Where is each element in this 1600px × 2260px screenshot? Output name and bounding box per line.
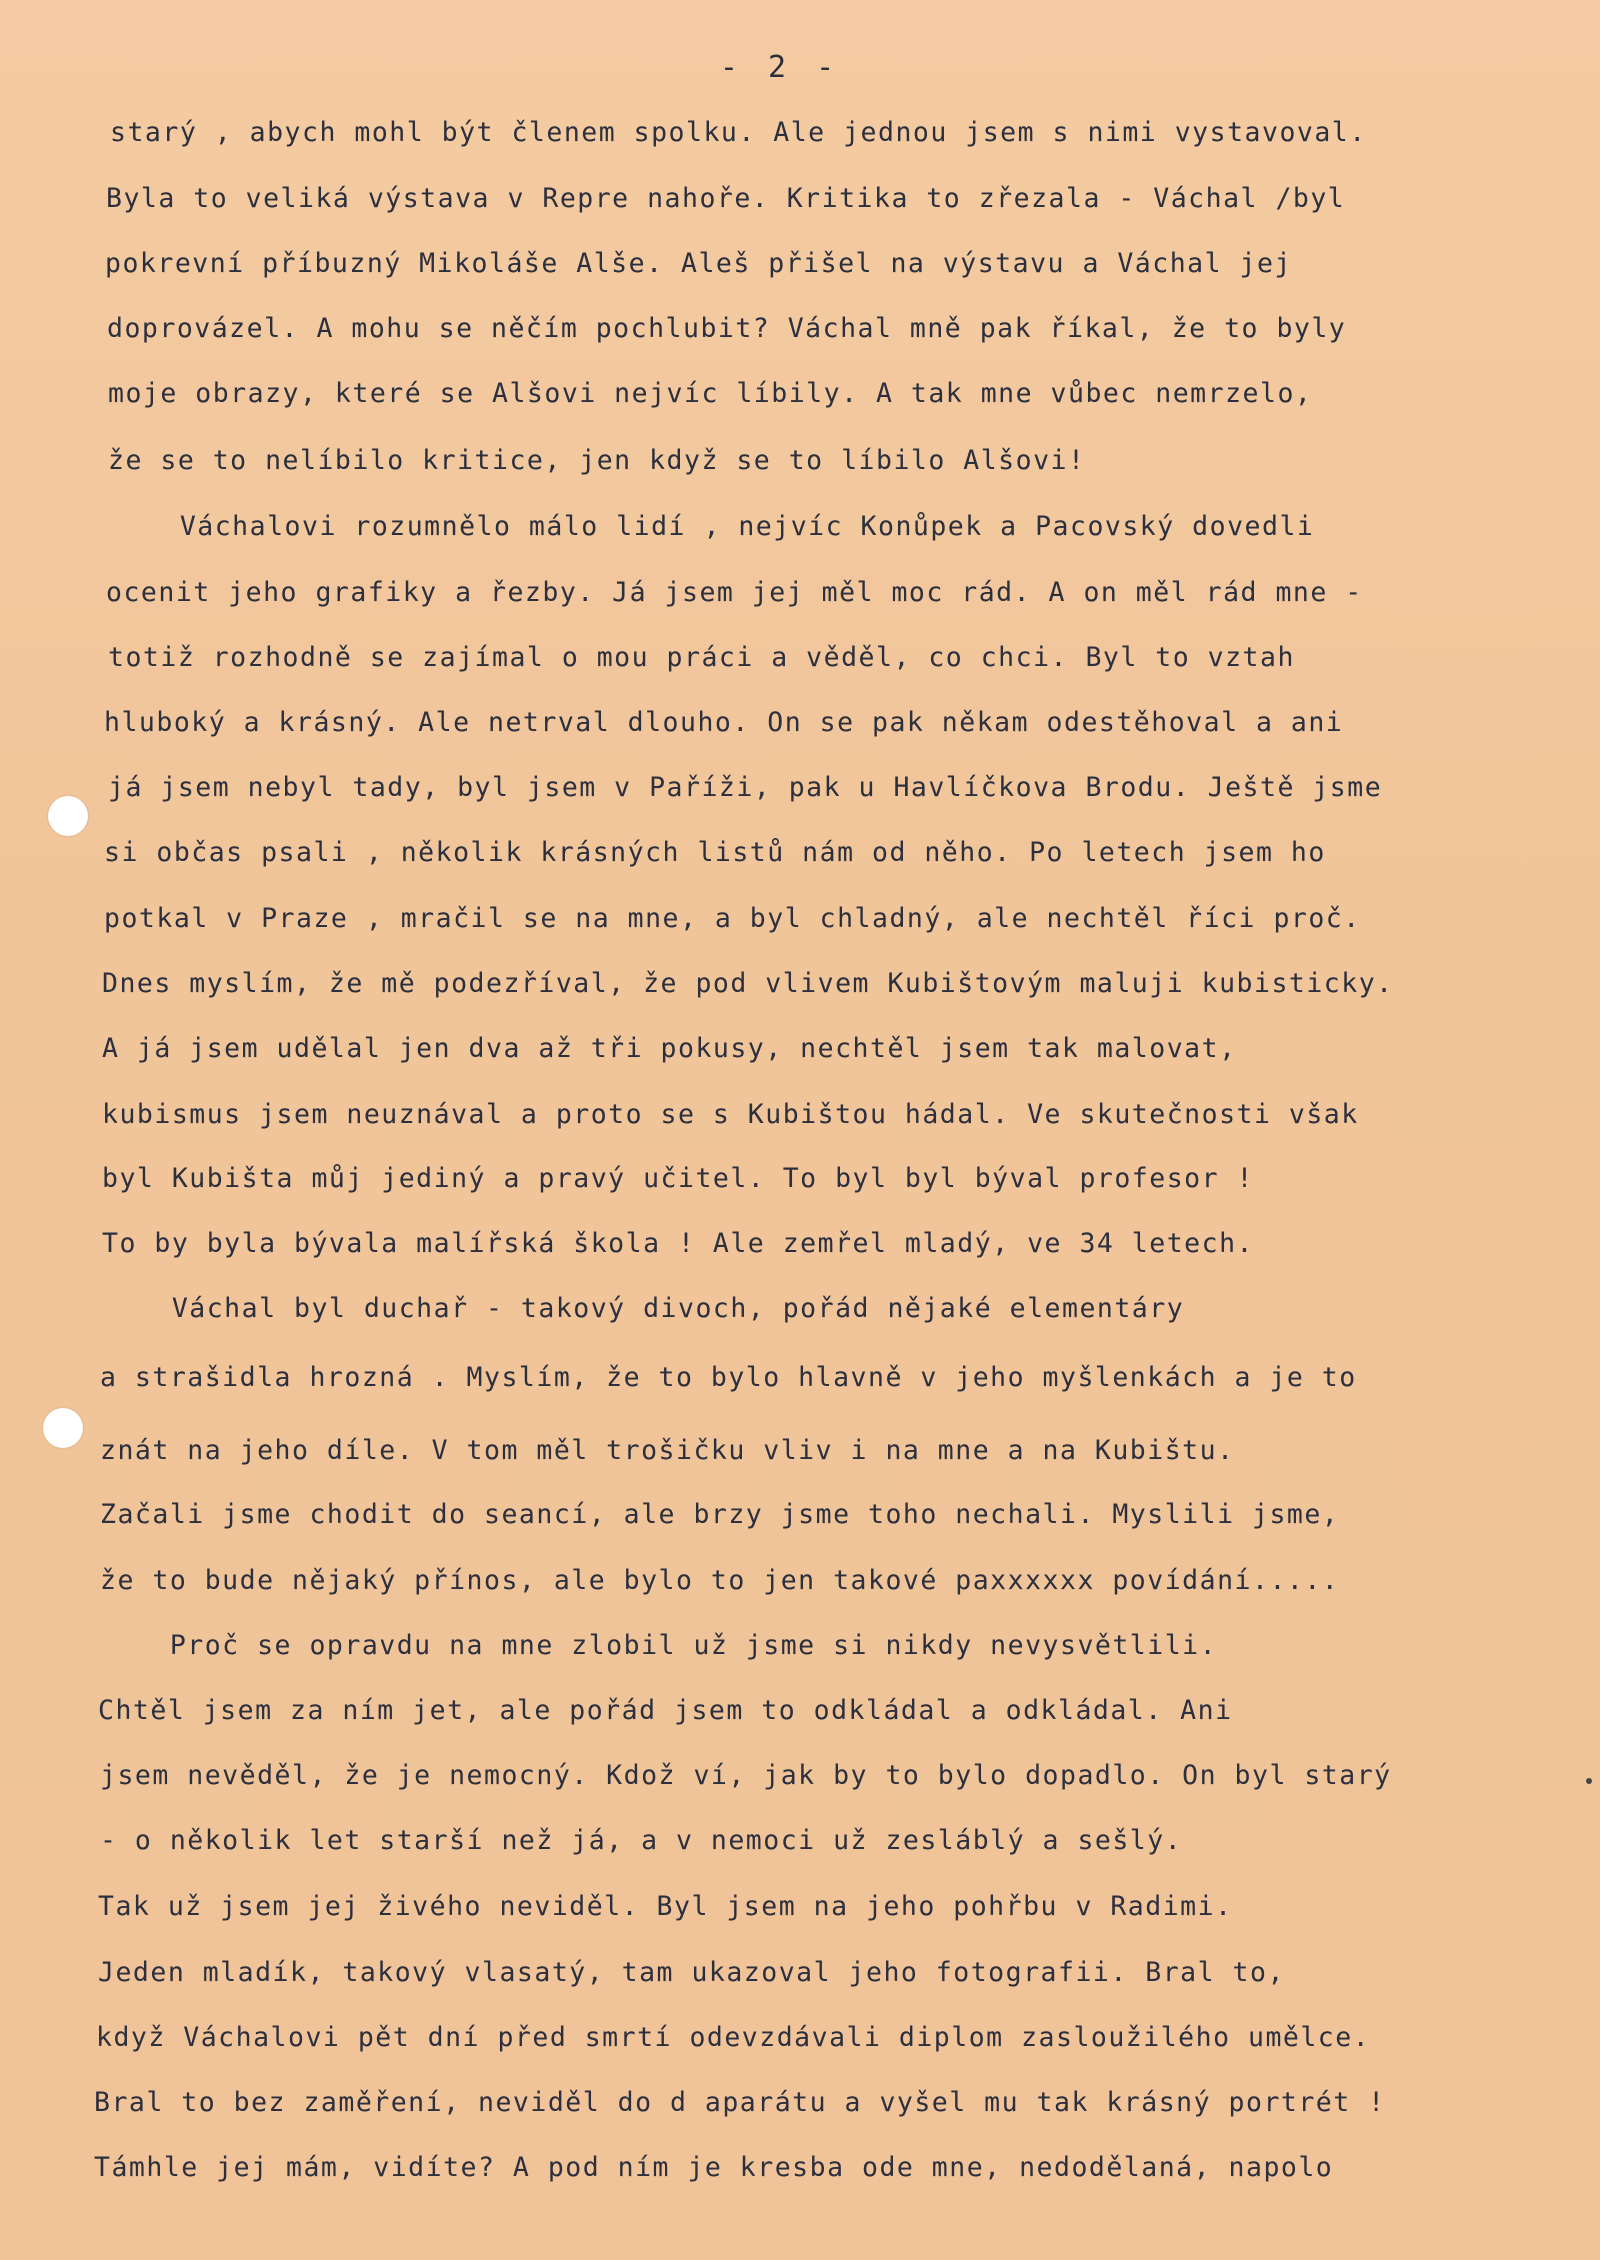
text-line: Bral to bez zaměření, neviděl do d aparátu a vyšel mu tak krásný portrét ! <box>94 2087 1386 2118</box>
text-line: že to bude nějaký přínos, ale bylo to jen takové paxxxxxx povídání..... <box>100 1565 1340 1596</box>
text-line: byl Kubišta můj jediný a pravý učitel. To byl byl býval profesor ! <box>102 1163 1254 1194</box>
text-line: Dnes myslím, že mě podezříval, že pod vlivem Kubištovým maluji kubisticky. <box>102 968 1394 999</box>
text-line: pokrevní příbuzný Mikoláše Alše. Aleš přišel na výstavu a Váchal jej <box>105 248 1292 279</box>
text-line: si občas psali , několik krásných listů nám od něho. Po letech jsem ho <box>104 837 1326 868</box>
text-line: kubismus jsem neuznával a proto se s Kubištou hádal. Ve skutečnosti však <box>102 1099 1359 1130</box>
page-number: - 2 - <box>719 50 841 85</box>
text-line: že se to nelíbilo kritice, jen když se to líbilo Alšovi! <box>108 445 1086 476</box>
text-line: hluboký a krásný. Ale netrval dlouho. On se pak někam odestěhoval a ani <box>104 707 1344 738</box>
text-line: ocenit jeho grafiky a řezby. Já jsem jej měl moc rád. A on měl rád mne - <box>106 577 1363 608</box>
text-line: Váchalovi rozumnělo málo lidí , nejvíc Konůpek a Pacovský dovedli <box>110 511 1315 542</box>
text-line: jsem nevěděl, že je nemocný. Kdož ví, jak by to bylo dopadlo. On byl starý <box>100 1760 1392 1791</box>
text-line: moje obrazy, které se Alšovi nejvíc líbily. A tak mne vůbec nemrzelo, <box>108 378 1313 409</box>
text-line: starý , abych mohl být členem spolku. Ale jednou jsem s nimi vystavoval. <box>110 117 1367 148</box>
text-line: Támhle jej mám, vidíte? A pod ním je kresba ode mne, nedodělaná, napolo <box>94 2152 1334 2183</box>
text-line: Jeden mladík, takový vlasatý, tam ukazoval jeho fotografii. Bral to, <box>98 1957 1285 1988</box>
text-line: Váchal byl duchař - takový divoch, pořád nějaké elementáry <box>102 1293 1185 1324</box>
text-line: Tak už jsem jej živého neviděl. Byl jsem na jeho pohřbu v Radimi. <box>98 1891 1233 1922</box>
text-line: To by byla bývala malířská škola ! Ale zemřel mladý, ve 34 letech. <box>102 1228 1254 1259</box>
text-line: Začali jsme chodit do seancí, ale brzy jsme toho nechali. Myslili jsme, <box>100 1499 1340 1530</box>
punch-hole-lower <box>43 1408 83 1448</box>
text-line: znát na jeho díle. V tom měl trošičku vliv i na mne a na Kubištu. <box>100 1435 1235 1466</box>
text-line: potkal v Praze , mračil se na mne, a byl chladný, ale nechtěl říci proč. <box>104 903 1361 934</box>
text-line: A já jsem udělal jen dva až tři pokusy, nechtěl jsem tak malovat, <box>102 1033 1237 1064</box>
edge-mark <box>1586 1778 1592 1784</box>
text-line: Byla to veliká výstava v Repre nahoře. Kritika to zřezala - Váchal /byl <box>106 183 1346 214</box>
text-line: - o několik let starší než já, a v nemoci už zesláblý a sešlý. <box>100 1825 1183 1856</box>
punch-hole-upper <box>48 796 88 836</box>
text-line: Chtěl jsem za ním jet, ale pořád jsem to odkládal a odkládal. Ani <box>98 1695 1233 1726</box>
text-line: doprovázel. A mohu se něčím pochlubit? Váchal mně pak říkal, že to byly <box>107 313 1347 344</box>
text-line: Proč se opravdu na mne zlobil už jsme si nikdy nevysvětlili. <box>100 1630 1218 1661</box>
text-line: totiž rozhodně se zajímal o mou práci a věděl, co chci. Byl to vztah <box>108 642 1295 673</box>
text-line: když Váchalovi pět dní před smrtí odevzdávali diplom zasloužilého umělce. <box>96 2022 1371 2053</box>
text-line: já jsem nebyl tady, byl jsem v Paříži, pak u Havlíčkova Brodu. Ještě jsme <box>108 772 1383 803</box>
text-line: a strašidla hrozná . Myslím, že to bylo hlavně v jeho myšlenkách a je to <box>100 1362 1357 1393</box>
